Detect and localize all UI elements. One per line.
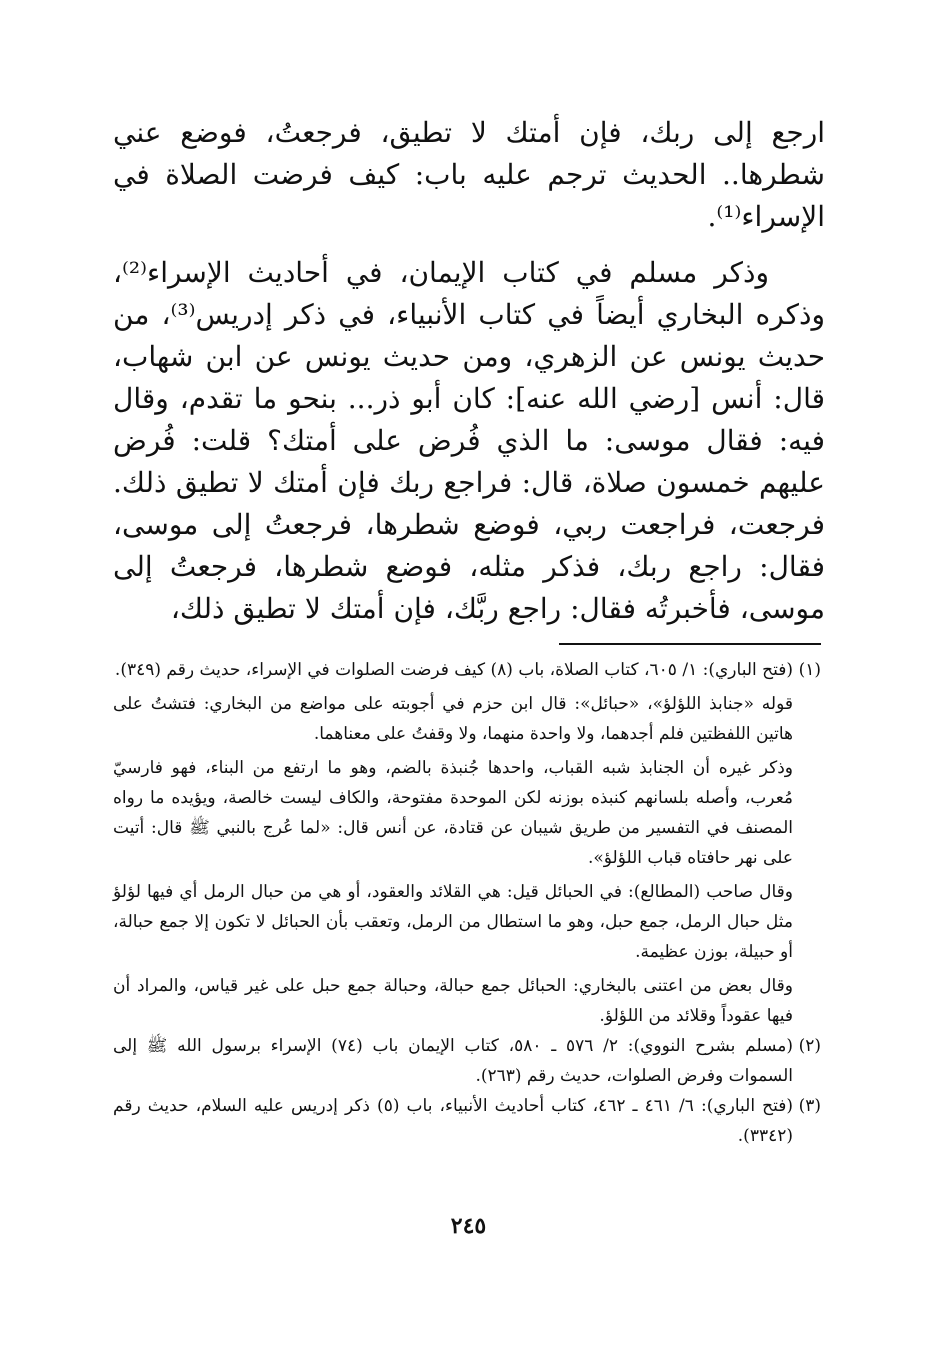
main-paragraph: وذكر مسلم في كتاب الإيمان، في أحاديث الإسراء⁽²⁾، وذكره البخاري أيضاً في كتاب الأنبياء، في ذكر إدريس⁽³⁾، من حديث يونس عن الزهري، ومن حديث يونس عن ابن شهاب، قال: أنس [رضي الله عنه]: كان أبو ذر... بنحو ما تقدم، وقال فيه: فقال موسى: ما الذي فُرض على أمتك؟ قلت: فُرض عليهم خمسون صلاة، قال: فراجع ربك فإن أمتك لا تطيق ذلك. فرجعت، فراجعت ربي، فوضع شطرها، فرجعتُ إلى موسى، فقال: راجع ربك، فذكر مثله، فوضع شطرها، فرجعتُ إلى موسى، فأخبرتُه فقال: راجع ربَّك، فإن أمتك لا تطيق ذلك، [113, 256, 825, 625]
footnote-number: (٣) [798, 1096, 821, 1116]
footnote-text: (مسلم بشرح النووي): ٢/ ٥٧٦ ـ ٥٨٠، كتاب الإيمان باب (٧٤) الإسراء برسول الله ﷺ إلى السموات وفرض الصلوات، حديث رقم (٢٦٣). [113, 1036, 793, 1086]
main-text [113, 112, 825, 630]
footnote-note: وقال بعض من اعتنى بالبخاري: الحبائل جمع حبالة، وحبالة جمع حبل على غير قياس، والمراد أن فيها عقوداً وقلائد من اللؤلؤ. [113, 976, 793, 1026]
footnote-1 [113, 655, 821, 685]
footnote-note: وذكر غيره أن الجنابذ شبه القباب، واحدها جُنبذة بالضم، وهو ما ارتفع من البناء، فهو فارسيّ مُعرب، وأصله بلسانهم كنبذه بوزنه لكن الموحدة مفتوحة، والكاف ليست خالصة، ويؤيده ما رواه المصنف في التفسير من طريق شيبان عن قتادة، عن أنس قال: «لما عُرج بالنبي ﷺ قال: أتيت على نهر حافتاه قباب اللؤلؤ». [113, 758, 793, 868]
footnote-2 [113, 1031, 821, 1091]
footnote-separator [559, 643, 821, 645]
footnote-3 [113, 1091, 821, 1151]
page-number: ٢٤٥ [450, 1213, 487, 1239]
footnote-note: قوله «جنابذ اللؤلؤ»، «حبائل»: قال ابن حزم في أجوبته على مواضع من البخاري: فتشتُ على هاتين اللفظتين فلم أجدهما، ولا واحدة منهما، ولا وقفتُ على معناهما. [113, 694, 793, 744]
footnote-number: (٢) [798, 1036, 821, 1056]
footnote-text: (فتح الباري): ٦/ ٤٦١ ـ ٤٦٢، كتاب أحاديث الأنبياء، باب (٥) ذكر إدريس عليه السلام، حديث رقم (٣٣٤٢). [113, 1096, 793, 1146]
footnote-text: (فتح الباري): ١/ ٦٠٥، كتاب الصلاة، باب (٨) كيف فرضت الصلوات في الإسراء، حديث رقم (٣٤٩). [114, 660, 793, 680]
footnote-note: وقال صاحب (المطالع): في الحبائل قيل: هي القلائد والعقود، أو هي من حبال الرمل أي فيها لؤلؤ مثل حبال الرمل، جمع حبل، وهو ما استطال من الرمل، وتعقب بأن الحبائل لا تكون إلا جمع حبالة، أو حبيلة، بوزن عظيمة. [113, 882, 793, 962]
footnotes [113, 655, 821, 1151]
main-paragraph: ارجع إلى ربك، فإن أمتك لا تطيق، فرجعتُ، فوضع عني شطرها.. الحديث ترجم عليه باب: كيف فرضت الصلاة في الإسراء⁽¹⁾. [113, 116, 825, 233]
footnote-number: (١) [798, 660, 821, 680]
